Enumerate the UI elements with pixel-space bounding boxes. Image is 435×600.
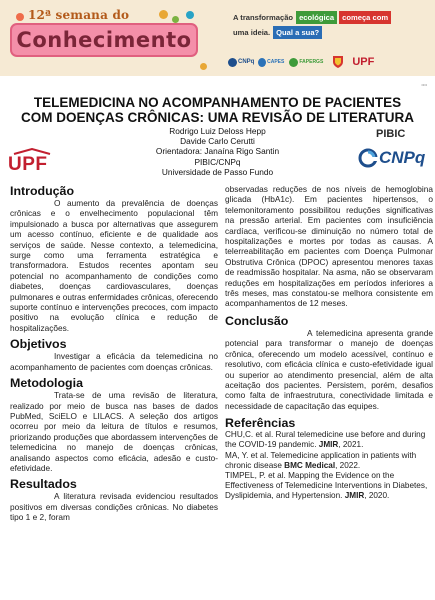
reference-item: [225, 471, 433, 502]
confetti-dot: [186, 11, 194, 19]
section-heading-objetivos: Objetivos: [10, 337, 67, 352]
slogan-part: Qual a sua?: [273, 26, 322, 39]
advisor-name: Orientadora: Janaína Rigo Santin: [155, 146, 280, 157]
rs-emblem: [328, 55, 348, 69]
reference-item: [225, 451, 433, 471]
section-text-conclusao: A telemedicina apresenta grande potencial para transformar o manejo de doenças crônica, oferecendo um modelo acessível, contínuo e resolutivo, com eficácia clínica e custo-efetividade igual ou superior ao atendimento presencial, além de alta aceitação dos pacientes. Persistem, porém, desafios como falta de infraestrutura, conectividade limitada e necessidade de capacitação das equipes.: [225, 327, 433, 411]
section-text-metodologia: Trata-se de uma revisão de literatura, realizado por meio de busca nas bases de dados PubMed, SciELO e LILACS. A seleção dos artigos ocorreu por meio da leitura de títulos e resumos, priorizando produções que abordassem intervenções de telemedicina no manejo de doenças crônicas, analisando aspectos como eficácia, adesão e custo-efetividade.: [10, 390, 218, 473]
reference-year: , 2021.: [338, 440, 364, 450]
reference-journal: JMIR: [344, 491, 365, 501]
cnpq-logo-text: CNPq: [379, 148, 426, 167]
section-heading-resultados: Resultados: [10, 477, 77, 492]
institution-name: Universidade de Passo Fundo: [161, 166, 274, 177]
reference-journal: JMIR: [318, 440, 339, 450]
paper-id: ••••: [421, 82, 427, 87]
reference-year: , 2022.: [335, 460, 361, 470]
author-name: Davide Carlo Cerutti: [180, 136, 255, 147]
confetti-dot: [16, 13, 24, 21]
reference-text: MA, Y. et al. Telemedicine application in patients with chronic disease: [225, 450, 417, 470]
confetti-dot: [159, 10, 168, 19]
slogan-part: ecológica: [296, 11, 337, 24]
section-heading-introducao: Introdução: [10, 184, 75, 198]
slogan-part: começa com: [339, 11, 391, 24]
section-heading-conclusao: Conclusão: [225, 313, 289, 328]
author-block: [110, 126, 325, 177]
slogan-part: uma ideia.: [233, 28, 271, 37]
confetti-dot: [200, 63, 207, 70]
section-text-introducao: O aumento da prevalência de doenças crônicas e o envelhecimento populacional têm impulsionado a busca por alternativas que assegurem um acesso contínuo, eficiente e de qualidade aos serviços de saúde. Nesse contexto, a telemedicina, surge como uma ferramenta estratégica e transformadora. Estudos recentes apontam seu potencial no acompanhamento de condições como diabetes, doenças cardiovasculares, doenças pulmonares e outras enfermidades crônicas, oferecendo suporte contínuo e intervenções precoces, com impacto positivo na evolução clínica e redução de hospitalizações.: [10, 198, 218, 333]
poster-title: [10, 95, 425, 125]
event-brand: [4, 8, 204, 70]
capes-logo: [258, 55, 284, 69]
reference-text: TIMPEL, P. et al. Mapping the Evidence on the Effectiveness of Telemedicine Interventions in Diabetes, Dyslipidemia, and Hypertension.: [225, 470, 428, 501]
shield-icon: [332, 55, 344, 69]
section-text-objetivos: Investigar a eficácia da telemedicina no acompanhamento de pacientes com doenças crônicas.: [10, 351, 218, 372]
right-column: [225, 184, 433, 502]
upf-logo-text: UPF: [8, 154, 48, 175]
fapergs-label: FAPERGS: [299, 59, 324, 65]
cnpq-logo: [358, 145, 430, 171]
sponsor-logos: [228, 52, 433, 72]
pibic-label: PIBIC: [376, 128, 406, 140]
capes-label: CAPES: [267, 59, 285, 65]
capes-icon: [258, 58, 266, 67]
title-line: TELEMEDICINA NO ACOMPANHAMENTO DE PACIENTES: [33, 95, 402, 110]
fapergs-icon: [289, 58, 298, 67]
upf-logo: [8, 148, 56, 174]
event-slogan: [232, 11, 428, 41]
upf-logo-small: UPF: [352, 56, 375, 68]
event-prefix: 12ª semana do: [28, 8, 130, 22]
cnpq-label: CNPq: [238, 59, 255, 65]
title-line: COM DOENÇAS CRÔNICAS: UMA REVISÃO DE LITERATURA: [20, 110, 414, 125]
program-name: PIBIC/CNPq: [194, 156, 241, 167]
event-name: Conhecimento: [10, 23, 198, 57]
slogan-part: A transformação: [233, 13, 294, 22]
section-text-resultados: A literatura revisada evidenciou resultados positivos em diversas condições crônicas. No diabetes tipo 1 e 2, foram: [10, 491, 218, 523]
reference-year: , 2020.: [364, 491, 390, 501]
event-banner: [0, 0, 435, 76]
confetti-dot: [172, 16, 179, 23]
section-text-resultados-continued: observadas reduções de nos níveis de hemoglobina glicada (HbA1c). Em pacientes hipertensos, o telemonitoramento possibilitou reduções significativas na pressão arterial. Em pacientes com insuficiência cardíaca, verificou-se diminuição no número total de hospitalizações e mortes por todas as causas. A telerreabilitação em pacientes com Doença Pulmonar Obstrutiva Crônica (DPOC) apresentou menores taxas de readmissão hospitalar. Na asma, não se observaram reduções em hospitalizações em períodos inferiores a três meses, mas constatou-se melhora consistente em acompanhamentos de 12 meses.: [225, 184, 433, 309]
author-name: Rodrigo Luiz Deloss Hepp: [169, 126, 266, 136]
left-column: [10, 184, 218, 523]
cnpq-swirl-icon: [358, 148, 378, 168]
section-heading-metodologia: Metodologia: [10, 376, 83, 391]
reference-item: [225, 430, 433, 450]
reference-text: CHU,C. et al. Rural telemedicine use before and during the COVID-19 pandemic.: [225, 430, 426, 450]
reference-journal: BMC Medical: [284, 460, 336, 470]
section-heading-referencias: Referências: [225, 416, 296, 431]
cnpq-icon: [228, 58, 237, 67]
fapergs-logo: [288, 55, 324, 69]
cnpq-logo-small: [228, 55, 254, 69]
